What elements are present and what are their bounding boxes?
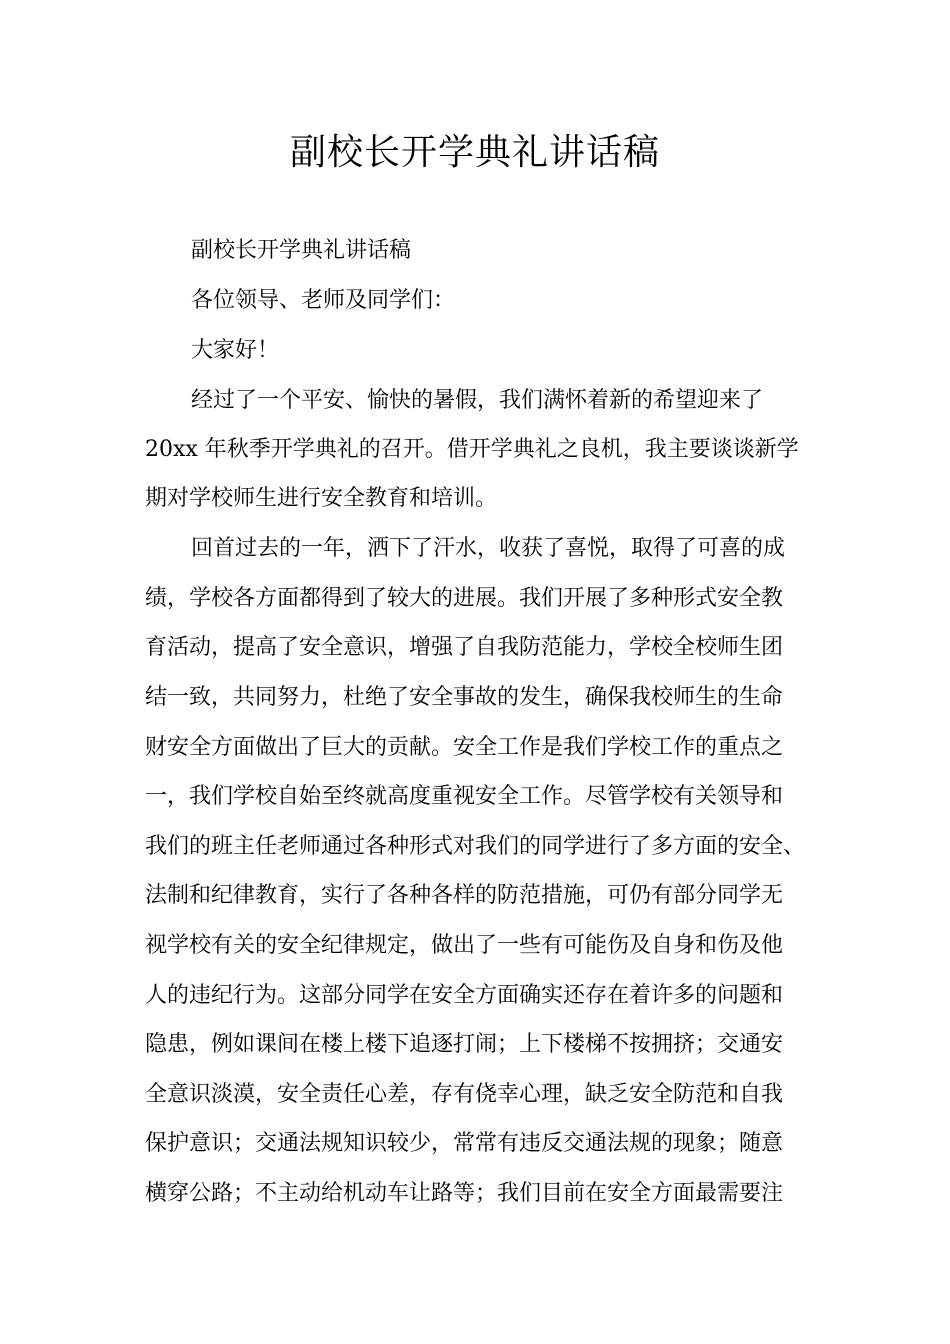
body-line: 期对学校师生进行安全教育和培训。 — [145, 486, 498, 511]
body-line: 结一致，共同努力，杜绝了安全事故的发生，确保我校师生的生命 — [145, 685, 784, 710]
body-line: 20xx 年秋季开学典礼的召开。借开学典礼之良机，我主要谈谈新学 — [145, 437, 799, 462]
body-line: 经过了一个平安、愉快的暑假，我们满怀着新的希望迎来了 — [191, 388, 764, 413]
body-line: 视学校有关的安全纪律规定，做出了一些有可能伤及自身和伤及他 — [145, 933, 784, 958]
body-line: 保护意识；交通法规知识较少，常常有违反交通法规的现象；随意 — [145, 1131, 784, 1156]
body-line: 绩，学校各方面都得到了较大的进展。我们开展了多种形式安全教 — [145, 586, 784, 611]
body-line: 育活动，提高了安全意识，增强了自我防范能力，学校全校师生团 — [145, 635, 784, 660]
body-line: 横穿公路；不主动给机动车让路等；我们目前在安全方面最需要注 — [145, 1181, 784, 1206]
body-line: 人的违纪行为。这部分同学在安全方面确实还存在着许多的问题和 — [145, 983, 784, 1008]
body-line: 一，我们学校自始至终就高度重视安全工作。尽管学校有关领导和 — [145, 784, 784, 809]
body-line-subtitle: 副校长开学典礼讲话稿 — [191, 238, 412, 263]
body-line-salutation: 各位领导、老师及同学们： — [191, 288, 456, 313]
body-line: 回首过去的一年，洒下了汗水，收获了喜悦，取得了可喜的成 — [191, 536, 786, 561]
body-line: 财安全方面做出了巨大的贡献。安全工作是我们学校工作的重点之 — [145, 735, 784, 760]
document-title: 副校长开学典礼讲话稿 — [289, 132, 660, 173]
body-line-greeting: 大家好！ — [191, 338, 280, 363]
body-line: 法制和纪律教育，实行了各种各样的防范措施，可仍有部分同学无 — [145, 883, 784, 908]
body-line: 我们的班主任老师通过各种形式对我们的同学进行了多方面的安全、 — [145, 834, 806, 859]
body-line: 全意识淡漠，安全责任心差，存有侥幸心理，缺乏安全防范和自我 — [145, 1082, 784, 1107]
body-line: 隐患，例如课间在楼上楼下追逐打闹；上下楼梯不按拥挤；交通安 — [145, 1032, 784, 1057]
